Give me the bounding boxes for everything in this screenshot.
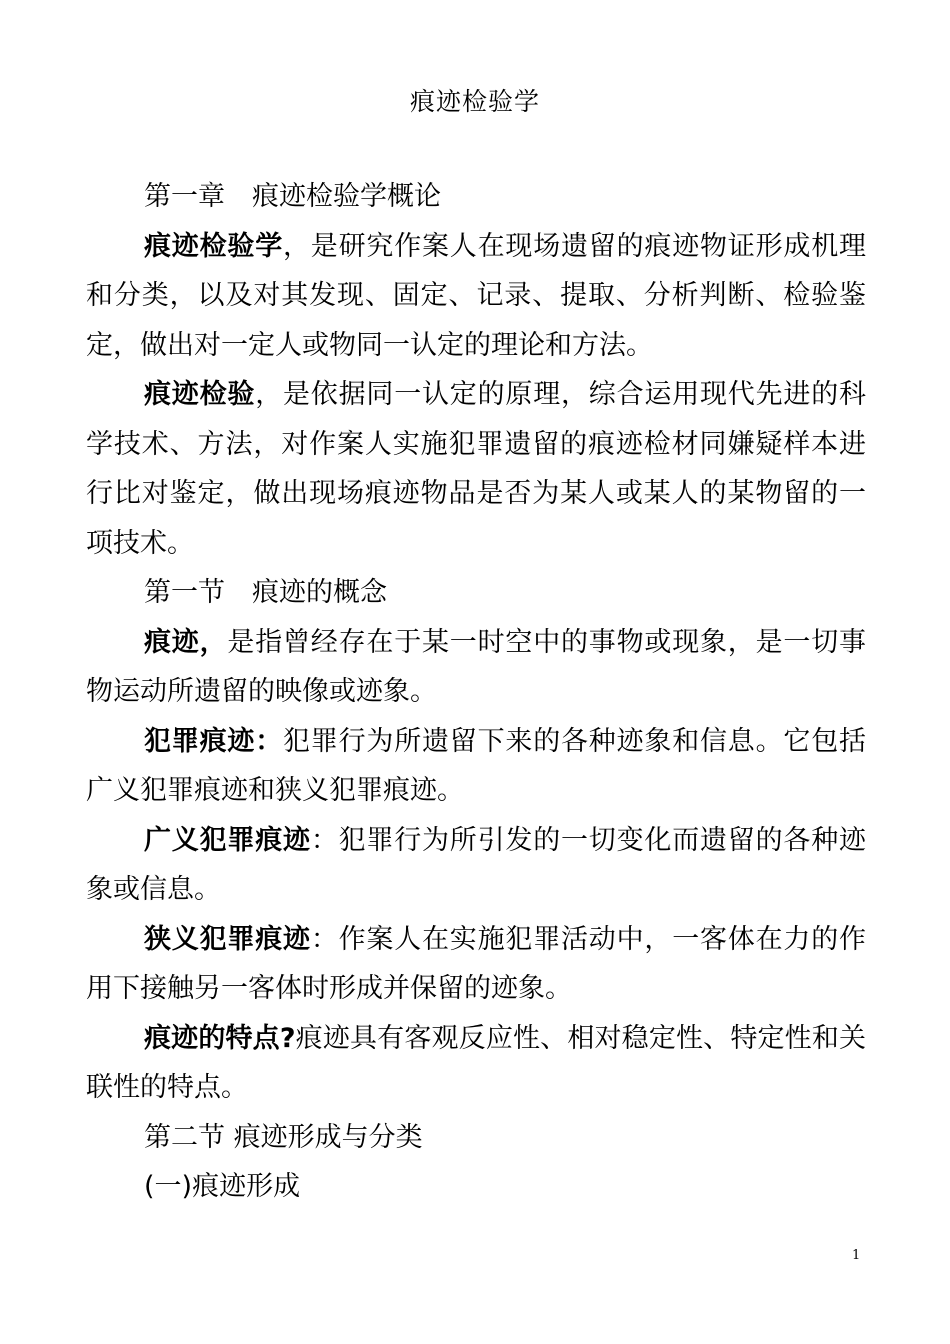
defined-term: 痕迹检验 <box>144 379 256 410</box>
definition-paragraph <box>86 618 866 717</box>
definition-paragraph <box>86 816 866 915</box>
document-body <box>86 172 866 1212</box>
definition-paragraph <box>86 370 866 568</box>
definition-paragraph <box>86 915 866 1014</box>
defined-term: 狭义犯罪痕迹 <box>144 923 311 955</box>
subsection-heading: (一)痕迹形成 <box>144 1171 301 1202</box>
definition-text: ：犯罪行为所引发的一切变化而遗留的各种迹象或信息。 <box>86 824 867 905</box>
defined-term: 痕迹的特点? <box>144 1022 296 1054</box>
definition-text: ，是研究作案人在现场遗留的痕迹物证形成机理和分类，以及对其发现、固定、记录、提取、分析判断、检验鉴定，做出对一定人或物同一认定的理论和方法。 <box>86 230 866 361</box>
definition-paragraph <box>86 222 866 371</box>
chapter-heading: 第一章 痕迹检验学概论 <box>144 181 441 212</box>
definition-text: ：作案人在实施犯罪活动中，一客体在力的作用下接触另一客体时形成并保留的迹象。 <box>86 923 867 1004</box>
defined-term: 犯罪痕迹： <box>144 725 283 757</box>
definition-text: ，是依据同一认定的原理，综合运用现代先进的科学技术、方法，对作案人实施犯罪遗留的痕迹检材同嫌疑样本进行比对鉴定，做出现场痕迹物品是否为某人或某人的某物留的一项技术。 <box>86 379 867 559</box>
definition-text: 犯罪行为所遗留下来的各种迹象和信息。它包括广义犯罪痕迹和狭义犯罪痕迹。 <box>86 725 866 806</box>
section-heading: 第二节 痕迹形成与分类 <box>144 1121 423 1153</box>
document-title: 痕迹检验学 <box>409 87 540 116</box>
definition-paragraph <box>86 1014 866 1113</box>
page-number: 1 <box>852 1248 861 1263</box>
section-heading: 第一节 痕迹的概念 <box>144 577 387 608</box>
defined-term: 痕迹， <box>144 626 228 658</box>
definition-text: 是指曾经存在于某一时空中的事物或现象，是一切事物运动所遗留的映像或迹象。 <box>86 626 867 707</box>
definition-text: 痕迹具有客观反应性、相对稳定性、特定性和关联性的特点。 <box>86 1022 866 1103</box>
definition-paragraph <box>86 717 866 816</box>
defined-term: 痕迹检验学 <box>144 230 283 262</box>
defined-term: 广义犯罪痕迹 <box>144 824 311 856</box>
